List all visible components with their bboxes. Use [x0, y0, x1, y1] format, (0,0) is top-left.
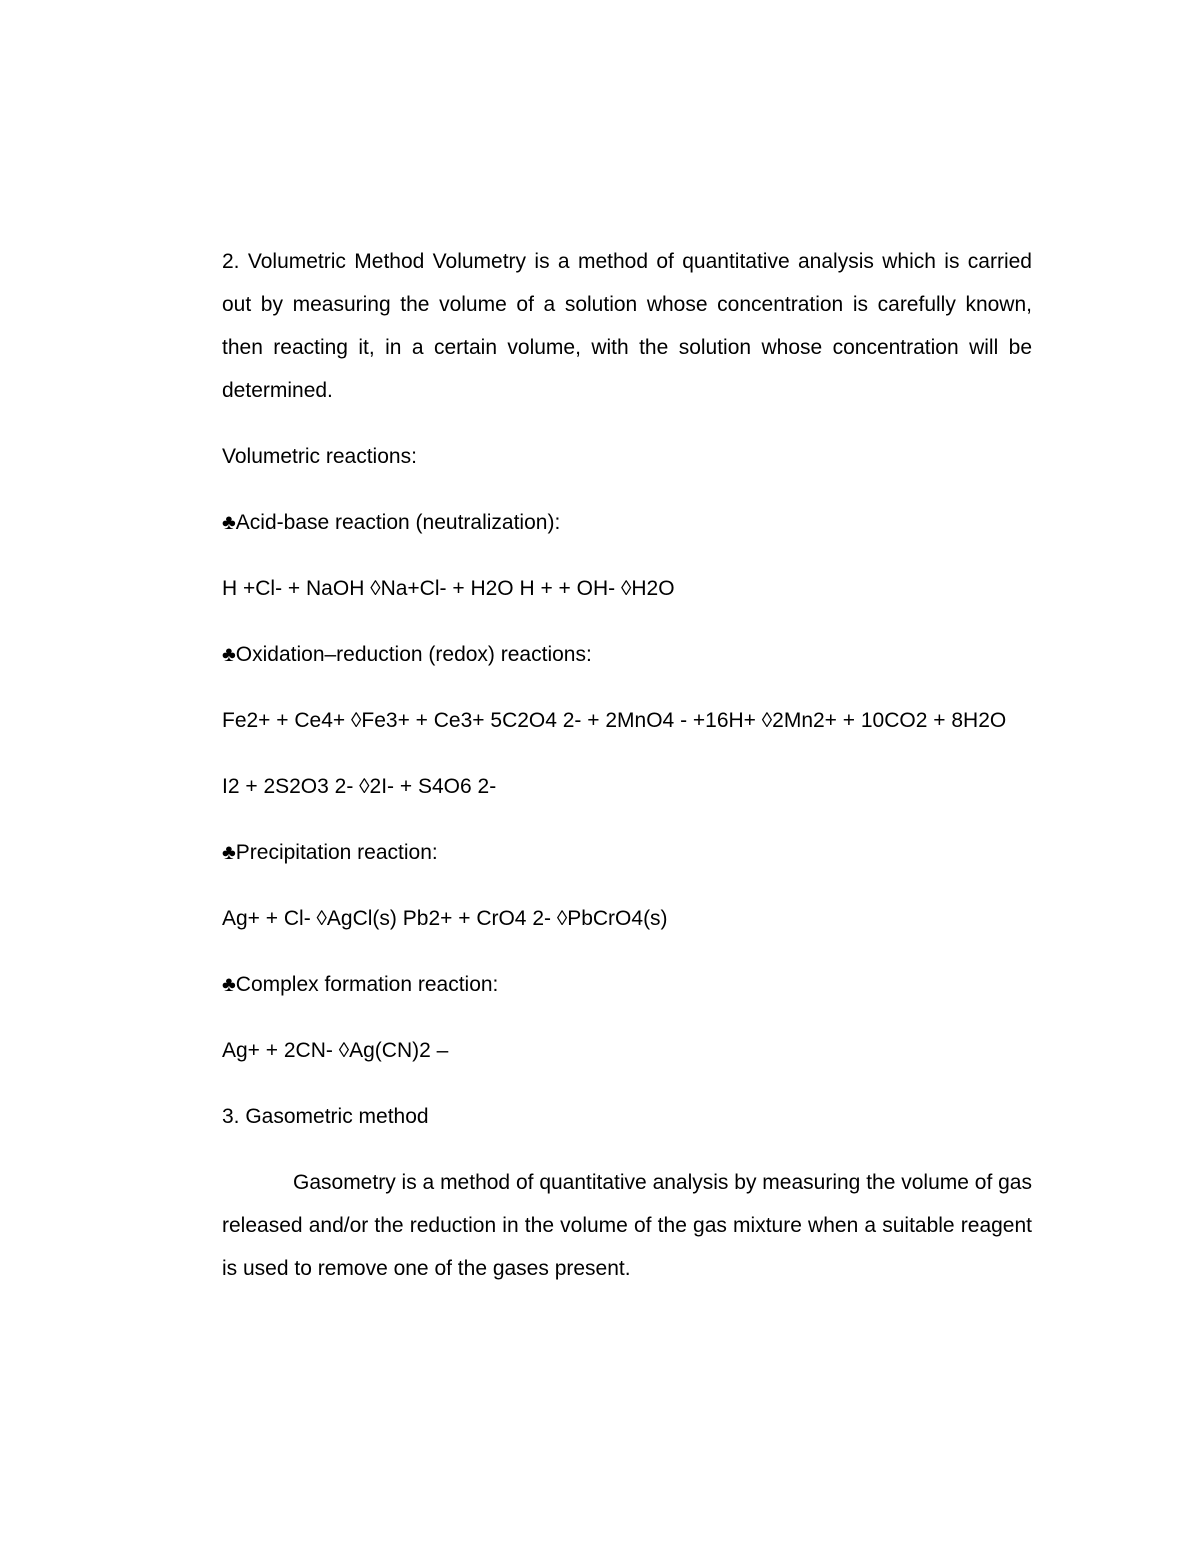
precipitation-equation: Ag+ + Cl- ◊AgCl(s) Pb2+ + CrO4 2- ◊PbCrO4(s)	[222, 907, 668, 930]
redox-equation-2: I2 + 2S2O3 2- ◊2I- + S4O6 2-	[222, 775, 497, 798]
gasometric-paragraph: Gasometry is a method of quantitative analysis by measuring the volume of gas released and/or the reduction in the volume of the gas mixture when a suitable reagent is used to remove one of the gases present.	[222, 1171, 1032, 1280]
redox-equation-1: Fe2+ + Ce4+ ◊Fe3+ + Ce3+ 5C2O4 2- + 2MnO4 - +16H+ ◊2Mn2+ + 10CO2 + 8H2O	[222, 709, 1007, 732]
precipitation-title: ♣Precipitation reaction:	[222, 841, 438, 864]
volumetric-paragraph: 2. Volumetric Method Volumetry is a method of quantitative analysis which is carried out by measuring the volume of a solution whose concentration is carefully known, then reacting it, in a certain volume, with the solution whose concentration will be determined.	[222, 250, 1032, 402]
gasometric-heading: 3. Gasometric method	[222, 1105, 429, 1128]
volumetric-reactions-heading: Volumetric reactions:	[222, 445, 417, 468]
complex-equation: Ag+ + 2CN- ◊Ag(CN)2 –	[222, 1039, 449, 1062]
acid-base-title: ♣Acid-base reaction (neutralization):	[222, 511, 561, 534]
redox-title: ♣Oxidation–reduction (redox) reactions:	[222, 643, 592, 666]
page-content	[222, 240, 1032, 1290]
acid-base-equation: H +Cl- + NaOH ◊Na+Cl- + H2O H + + OH- ◊H2O	[222, 577, 675, 600]
complex-title: ♣Complex formation reaction:	[222, 973, 499, 996]
